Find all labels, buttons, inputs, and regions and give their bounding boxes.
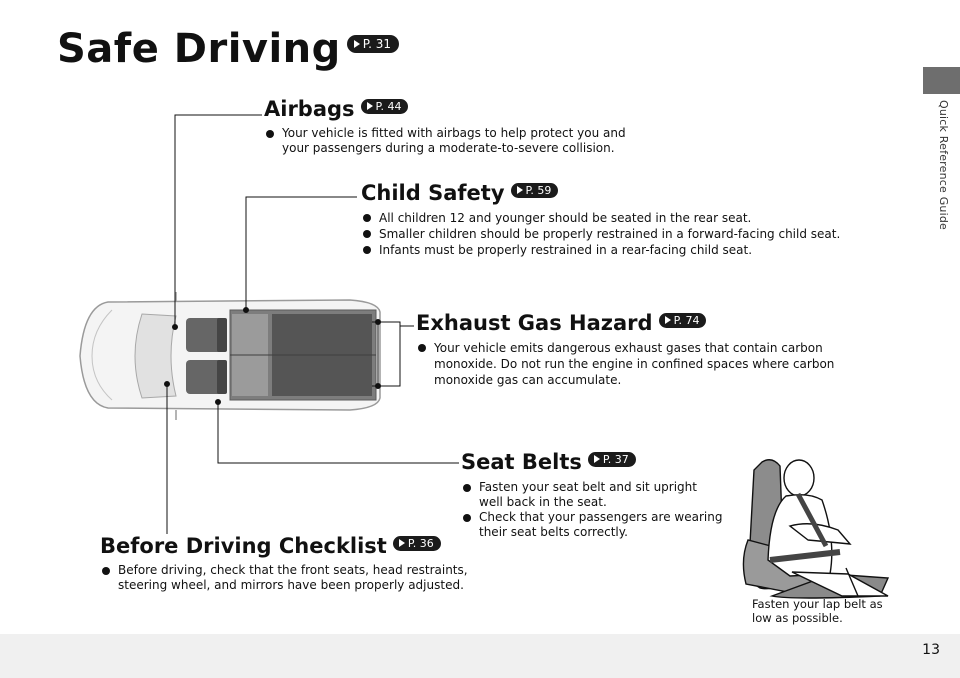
exhaust-heading	[416, 311, 836, 335]
footer-bar	[0, 634, 960, 678]
list-item: Check that your passengers are wearing their seat belts correctly.	[461, 510, 723, 540]
section-airbags	[264, 97, 634, 156]
airbags-heading	[264, 97, 634, 121]
checklist-heading	[100, 534, 470, 558]
section-exhaust-gas	[416, 311, 836, 388]
list-item: Infants must be properly restrained in a rear-facing child seat.	[361, 242, 861, 258]
list-item: Smaller children should be properly restrained in a forward-facing child seat.	[361, 226, 861, 242]
list-item: Your vehicle emits dangerous exhaust gases that contain carbon monoxide. Do not run the engine in confined spaces where carbon monoxide gas can accumulate.	[416, 340, 836, 388]
arrow-right-icon	[399, 539, 405, 547]
seat-belts-page-ref-text: P. 37	[602, 452, 629, 466]
child-safety-heading	[361, 181, 861, 205]
section-seat-belts	[461, 450, 723, 540]
exhaust-page-ref[interactable]	[659, 313, 707, 328]
airbags-page-ref[interactable]	[361, 99, 409, 114]
checklist-heading-text: Before Driving Checklist	[100, 534, 387, 558]
seatbelt-illustration	[743, 460, 888, 598]
section-before-driving	[100, 534, 470, 593]
list-item: Before driving, check that the front seats, head restraints, steering wheel, and mirrors have been properly adjusted.	[100, 563, 470, 593]
seat-belts-bullets	[461, 480, 723, 540]
checklist-bullets	[100, 563, 470, 593]
list-item: Your vehicle is fitted with airbags to help protect you and your passengers during a moderate-to-severe collision.	[264, 126, 634, 156]
sidebar-label: Quick Reference Guide	[937, 100, 950, 230]
arrow-right-icon	[517, 186, 523, 194]
airbags-page-ref-text: P. 44	[375, 99, 402, 113]
page-number: 13	[922, 642, 940, 658]
child-safety-page-ref[interactable]	[511, 183, 559, 198]
arrow-right-icon	[665, 316, 671, 324]
exhaust-bullets	[416, 340, 836, 388]
page-title-text: Safe Driving	[57, 26, 341, 72]
title-page-ref-text: P. 31	[362, 37, 392, 51]
figure-caption: Fasten your lap belt as low as possible.	[752, 597, 883, 625]
child-safety-bullets	[361, 210, 861, 258]
arrow-right-icon	[367, 102, 373, 110]
exhaust-page-ref-text: P. 74	[673, 313, 700, 327]
section-child-safety	[361, 181, 861, 258]
child-safety-page-ref-text: P. 59	[525, 183, 552, 197]
list-item: All children 12 and younger should be seated in the rear seat.	[361, 210, 861, 226]
seat-belts-heading	[461, 450, 723, 474]
airbags-heading-text: Airbags	[264, 97, 355, 121]
exhaust-heading-text: Exhaust Gas Hazard	[416, 311, 653, 335]
list-item: Fasten your seat belt and sit upright well back in the seat.	[461, 480, 723, 510]
arrow-right-icon	[594, 455, 600, 463]
seat-belts-page-ref[interactable]	[588, 452, 636, 467]
checklist-page-ref[interactable]	[393, 536, 441, 551]
child-safety-heading-text: Child Safety	[361, 181, 505, 205]
airbags-bullets	[264, 126, 634, 156]
seat-belts-heading-text: Seat Belts	[461, 450, 582, 474]
checklist-page-ref-text: P. 36	[407, 536, 434, 550]
car-top-view	[80, 292, 380, 420]
